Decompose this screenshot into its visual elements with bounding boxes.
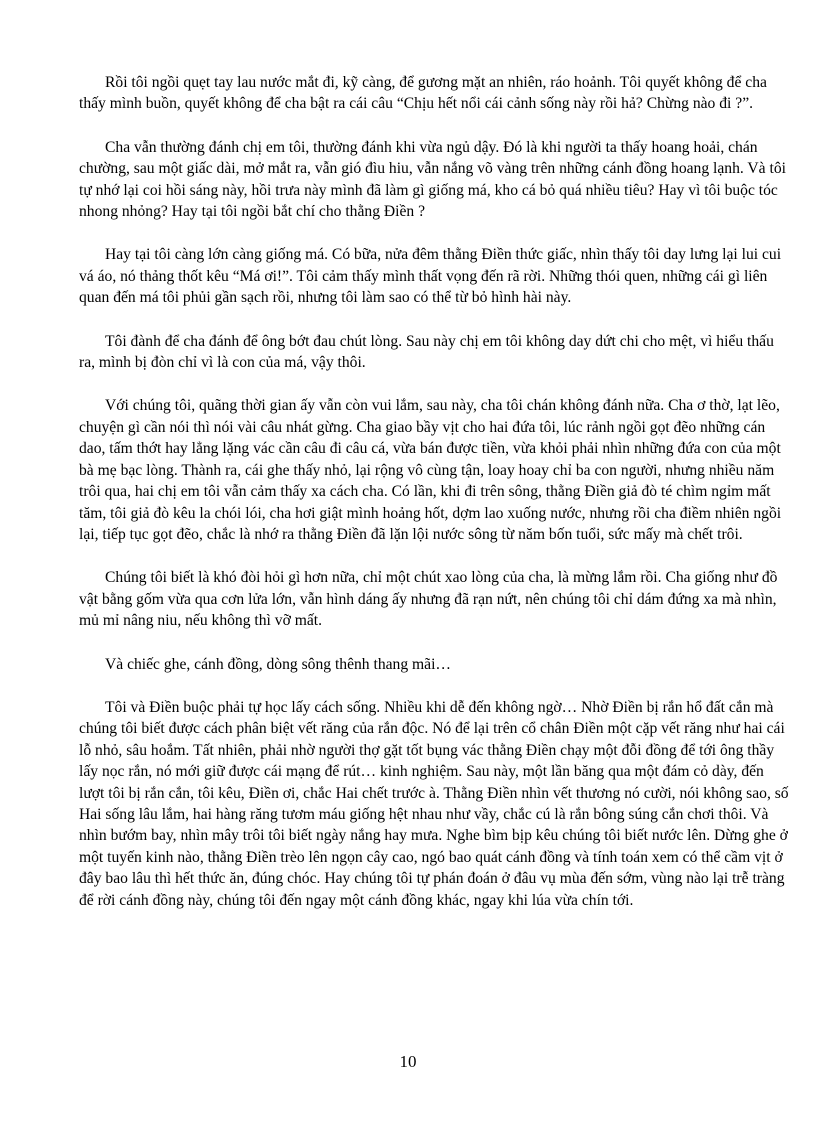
paragraph-7: Và chiếc ghe, cánh đồng, dòng sông thênh thang mãi… bbox=[105, 655, 452, 673]
paragraph-1: Rồi tôi ngồi quẹt tay lau nước mắt đi, kỹ càng, để gương mặt an nhiên, ráo hoảnh. Tôi quyết không để cha thấy mình buồn, quyết không để cha bật ra cái câu “Chịu hết nổi cái cảnh sống này rồi hả? Chừng nào đi ?”. bbox=[79, 74, 767, 113]
paragraph-2: Cha vẫn thường đánh chị em tôi, thường đánh khi vừa ngủ dậy. Đó là khi người ta thấy hoang hoải, chán chường, sau một giấc dài, mở mắt ra, vẫn gió đìu hiu, vẫn nắng võ vàng trên những cánh đồng hoang lạnh. Và tôi tự nhớ lại coi hồi sáng này, hồi trưa này mình đã làm gì giống má, kho cá bỏ quá nhiều tiêu? Hay vì tôi buộc tóc nhong nhỏng? Hay tại tôi ngồi bắt chí cho thằng Điền ? bbox=[79, 138, 786, 221]
paragraph-5: Với chúng tôi, quãng thời gian ấy vẫn còn vui lắm, sau này, cha tôi chán không đánh nữa. Cha ơ thờ, lạt lẽo, chuyện gì cần nói thì nói vài câu nhát gừng. Cha giao bầy vịt cho hai đứa tôi, lúc rảnh ngồi gọt đẽo những cán dao, tấm thớt hay lẳng lặng vác cần câu đi câu cá, vừa bán được tiền, vừa khỏi phải nhìn những đứa con của một bà mẹ bạc lòng. Thành ra, cái ghe thấy nhỏ, lại rộng vô cùng tận, loay hoay chỉ ba con người, nhưng nhiều năm trôi qua, hai chị em tôi vẫn cảm thấy xa cách cha. Có lần, khi đi trên sông, thằng Điền giả đò té chìm ngỉm mất tăm, tôi giả đò kêu la chói lói, cha hơi giật mình hoảng hốt, dợm lao xuống nước, nhưng rồi cha điềm nhiên ngồi lại, tiếp tục gọt đẽo, chắc là nhớ ra thằng Điền đã lặn lội nước sông từ năm bốn tuổi, sức mấy mà chết trôi. bbox=[79, 397, 782, 543]
body-text bbox=[79, 72, 789, 933]
paragraph-3: Hay tại tôi càng lớn càng giống má. Có bữa, nửa đêm thằng Điền thức giấc, nhìn thấy tôi day lưng lại lui cui vá áo, nó thảng thốt kêu “Má ơi!”. Tôi cảm thấy mình thất vọng đến rã rời. Những thói quen, những cái gì liên quan đến má tôi phủi gần sạch rồi, nhưng tôi làm sao có thể từ bỏ hình hài này. bbox=[79, 246, 782, 307]
paragraph-4: Tôi đành để cha đánh để ông bớt đau chút lòng. Sau này chị em tôi không day dứt chi cho mệt, vì hiểu thấu ra, mình bị đòn chỉ vì là con của má, vậy thôi. bbox=[79, 332, 774, 372]
paragraph-6: Chúng tôi biết là khó đòi hỏi gì hơn nữa, chỉ một chút xao lòng của cha, là mừng lắm rồi. Cha giống như đồ vật bằng gốm vừa qua cơn lửa lớn, vẫn hình dáng ấy nhưng đã rạn nứt, nên chúng tôi chỉ dám đứng xa mà nhìn, mủ mỉ nâng niu, nếu không thì vỡ mất. bbox=[79, 569, 778, 630]
paragraph-8: Tôi và Điền buộc phải tự học lấy cách sống. Nhiều khi dễ đến không ngờ… Nhờ Điền bị rắn hổ đất cắn mà chúng tôi biết được cách phân biệt vết răng của rắn độc. Nó để lại trên cổ chân Điền một cặp vết răng như hai cái lỗ nhỏ, sâu hoắm. Tất nhiên, phải nhờ người thợ gặt tốt bụng vác thằng Điền chạy một đỗi đồng để tới ông thầy lấy nọc rắn, nó mới giữ được cái mạng để rút… kinh nghiệm. Sau này, một lần băng qua một đám cỏ dày, đến lượt tôi bị rắn cắn, tôi kêu, Điền ơi, chắc Hai chết trước à. Thằng Điền nhìn vết thương nó cười, nói không sao, số Hai sống lâu lắm, hai hàng răng tươm máu giống hệt nhau như vầy, chắc cú là rắn bông súng cắn chơi thôi. Và nhìn bướm bay, nhìn mây trôi tôi biết ngày nắng hay mưa. Nghe bìm bịp kêu chúng tôi biết nước lên. Dừng ghe ở một tuyến kinh nào, thằng Điền trèo lên ngọn cây cao, ngó bao quát cánh đồng và tính toán xem có thể cầm vịt ở đây bao lâu thì hết thức ăn, đúng chóc. Hay chúng tôi tự phán đoán ở đâu vụ mùa đến sớm, vùng nào lại trễ tràng để rời cánh đồng này, chúng tôi đến ngay một cánh đồng khác, ngay khi lúa vừa chín tới. bbox=[79, 698, 789, 909]
page-number: 10 bbox=[399, 1052, 417, 1071]
